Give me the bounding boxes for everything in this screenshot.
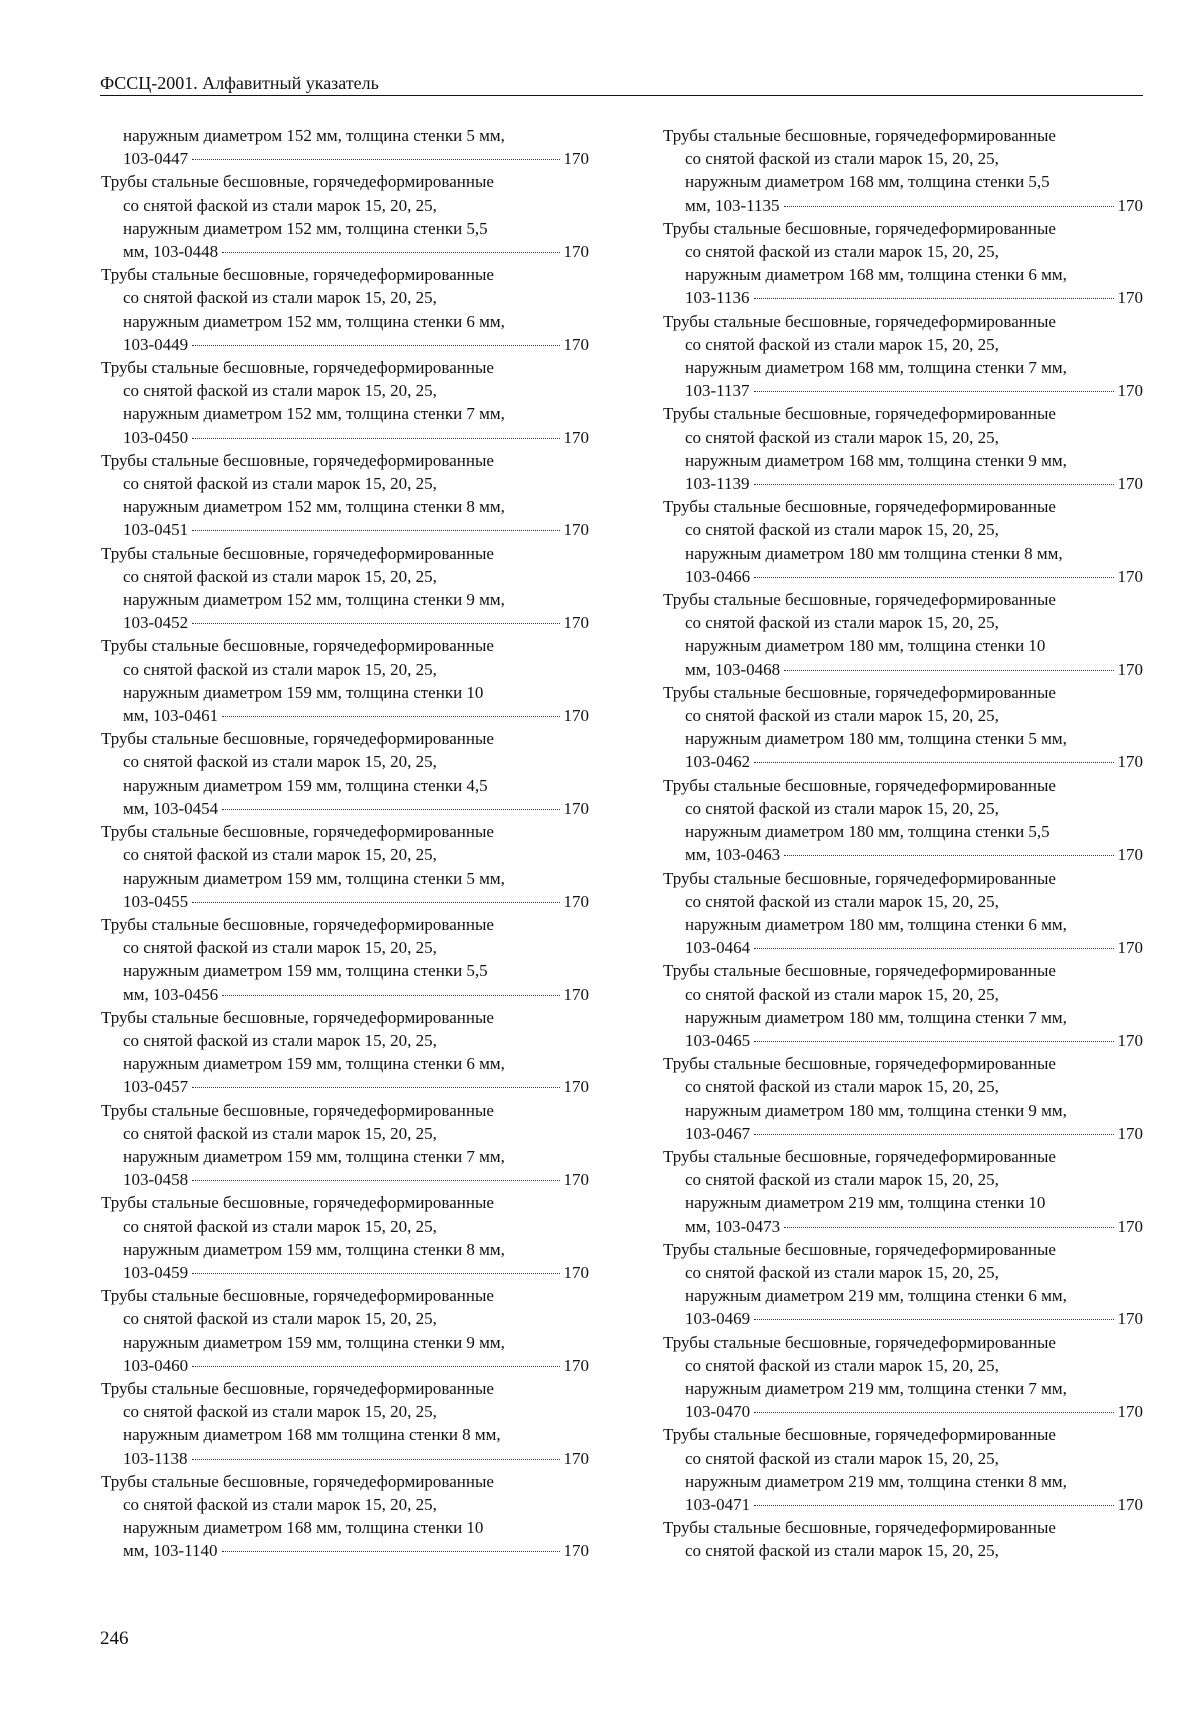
entry-code-line [101, 611, 589, 634]
entry-line: наружным диаметром 180 мм, толщина стенки 5 мм, [685, 729, 1067, 749]
entry-line: наружным диаметром 180 мм, толщина стенки 9 мм, [685, 1100, 1067, 1120]
entry-page-ref: 170 [1117, 752, 1143, 772]
entry-line: со снятой фаской из стали марок 15, 20, 25, [123, 566, 437, 586]
entry-line: наружным диаметром 152 мм, толщина стенки 6 мм, [123, 311, 505, 331]
entry-code: 103-0471 [685, 1494, 751, 1514]
dot-leader [192, 1087, 559, 1088]
entry-code-line [101, 426, 589, 449]
entry-title-line: Трубы стальные бесшовные, горячедеформированные [663, 682, 1056, 702]
entry-code: 103-0470 [685, 1402, 751, 1422]
entry-code: мм, 103-0454 [123, 798, 219, 818]
dot-leader [754, 298, 1114, 299]
entry-line: наружным диаметром 159 мм, толщина стенки 8 мм, [123, 1239, 505, 1259]
entry-code: 103-0465 [685, 1030, 751, 1050]
entry-code: 103-0458 [123, 1170, 189, 1190]
entry-line: наружным диаметром 159 мм, толщина стенки 6 мм, [123, 1054, 505, 1074]
entry-page-ref: 170 [563, 149, 589, 169]
dot-leader [784, 670, 1113, 671]
index-entry [663, 402, 1143, 495]
entry-code: 103-0467 [685, 1123, 751, 1143]
entry-code-line [663, 1307, 1143, 1330]
entry-page-ref: 170 [563, 706, 589, 726]
index-entry [101, 1099, 589, 1192]
index-entry [101, 727, 589, 820]
entry-page-ref: 170 [563, 520, 589, 540]
entry-title-line: Трубы стальные бесшовные, горячедеформированные [663, 311, 1056, 331]
entry-page-ref: 170 [563, 1077, 589, 1097]
entry-title-line: Трубы стальные бесшовные, горячедеформированные [101, 172, 494, 192]
entry-page-ref: 170 [1117, 1494, 1143, 1514]
entry-page-ref: 170 [563, 613, 589, 633]
entry-code: 103-1139 [685, 474, 750, 494]
entry-title-line: Трубы стальные бесшовные, горячедеформированные [663, 1518, 1056, 1538]
entry-line: наружным диаметром 219 мм, толщина стенки 8 мм, [685, 1471, 1067, 1491]
entry-title-line: Трубы стальные бесшовные, горячедеформированные [663, 1425, 1056, 1445]
index-entry [663, 1423, 1143, 1516]
entry-page-ref: 170 [1117, 566, 1143, 586]
entry-line: наружным диаметром 159 мм, толщина стенки 7 мм, [123, 1146, 505, 1166]
entry-line: со снятой фаской из стали марок 15, 20, 25, [685, 520, 999, 540]
entry-code: 103-0464 [685, 938, 751, 958]
entry-code: 103-0450 [123, 427, 189, 447]
entry-title-line: Трубы стальные бесшовные, горячедеформированные [101, 636, 494, 656]
entry-page-ref: 170 [563, 984, 589, 1004]
entry-title-line: Трубы стальные бесшовные, горячедеформированные [663, 961, 1056, 981]
dot-leader [754, 1319, 1113, 1320]
entry-line: наружным диаметром 159 мм, толщина стенки 5 мм, [123, 868, 505, 888]
entry-page-ref: 170 [1117, 1402, 1143, 1422]
dot-leader [754, 1412, 1113, 1413]
entry-title-line: Трубы стальные бесшовные, горячедеформированные [101, 1378, 494, 1398]
index-entry [101, 170, 589, 263]
entry-line: со снятой фаской из стали марок 15, 20, 25, [123, 1123, 437, 1143]
entry-title-line: Трубы стальные бесшовные, горячедеформированные [663, 126, 1056, 145]
dot-leader [754, 1134, 1113, 1135]
entry-line: наружным диаметром 152 мм, толщина стенки 5 мм, [123, 126, 505, 145]
entry-line: со снятой фаской из стали марок 15, 20, 25, [685, 1541, 999, 1561]
entry-code: 103-0447 [123, 149, 189, 169]
entry-code: 103-0455 [123, 891, 189, 911]
entry-line: со снятой фаской из стали марок 15, 20, 25, [123, 845, 437, 865]
dot-leader [222, 716, 559, 717]
entry-title-line: Трубы стальные бесшовные, горячедеформированные [101, 358, 494, 378]
dot-leader [192, 1366, 559, 1367]
page-number: 246 [100, 1628, 129, 1649]
entry-line: со снятой фаской из стали марок 15, 20, 25, [123, 659, 437, 679]
entry-page-ref: 170 [1117, 474, 1143, 494]
entry-line: наружным диаметром 168 мм толщина стенки 8 мм, [123, 1425, 501, 1445]
entry-code: мм, 103-0456 [123, 984, 219, 1004]
entry-line: со снятой фаской из стали марок 15, 20, 25, [123, 381, 437, 401]
entry-code: мм, 103-0463 [685, 845, 781, 865]
entry-code: 103-0466 [685, 566, 751, 586]
entry-code: 103-0469 [685, 1309, 751, 1329]
entry-code-line [663, 1215, 1143, 1238]
entry-title-line: Трубы стальные бесшовные, горячедеформированные [663, 1054, 1056, 1074]
dot-leader [192, 159, 559, 160]
entry-line: со снятой фаской из стали марок 15, 20, 25, [685, 242, 999, 262]
entry-code-line [101, 1168, 589, 1191]
entry-code: мм, 103-1135 [685, 195, 780, 215]
entry-code: мм, 103-0448 [123, 242, 219, 262]
entry-code: мм, 103-0473 [685, 1216, 781, 1236]
dot-leader [222, 809, 559, 810]
entry-title-line: Трубы стальные бесшовные, горячедеформированные [101, 1193, 494, 1213]
entry-line: наружным диаметром 168 мм, толщина стенки 6 мм, [685, 265, 1067, 285]
entry-code: мм, 103-1140 [123, 1541, 218, 1561]
entry-code-line [663, 565, 1143, 588]
dot-leader [784, 855, 1113, 856]
entry-code-line [101, 704, 589, 727]
entry-code: 103-0459 [123, 1262, 189, 1282]
dot-leader [754, 484, 1114, 485]
index-entry [663, 867, 1143, 960]
index-entry [663, 1145, 1143, 1238]
entry-code-line [663, 936, 1143, 959]
index-entry [101, 1377, 589, 1470]
index-entry [101, 1006, 589, 1099]
dot-leader [192, 1459, 560, 1460]
entry-code-line [101, 983, 589, 1006]
entry-title-line: Трубы стальные бесшовные, горячедеформированные [663, 497, 1056, 517]
index-entry [101, 449, 589, 542]
entry-title-line: Трубы стальные бесшовные, горячедеформированные [101, 1471, 494, 1491]
dot-leader [192, 902, 559, 903]
entry-page-ref: 170 [1117, 1030, 1143, 1050]
entry-line: наружным диаметром 180 мм, толщина стенки 5,5 [685, 822, 1050, 842]
entry-code: 103-0452 [123, 613, 189, 633]
entry-title-line: Трубы стальные бесшовные, горячедеформированные [663, 868, 1056, 888]
entry-line: со снятой фаской из стали марок 15, 20, 25, [123, 938, 437, 958]
entry-line: наружным диаметром 219 мм, толщина стенки 7 мм, [685, 1378, 1067, 1398]
dot-leader [222, 995, 559, 996]
entry-page-ref: 170 [563, 334, 589, 354]
dot-leader [192, 345, 559, 346]
entry-line: со снятой фаской из стали марок 15, 20, 25, [685, 1170, 999, 1190]
entry-line: наружным диаметром 168 мм, толщина стенки 10 [123, 1518, 484, 1538]
entry-line: со снятой фаской из стали марок 15, 20, 25, [685, 334, 999, 354]
entry-title-line: Трубы стальные бесшовные, горячедеформированные [663, 218, 1056, 238]
entry-code-line [101, 147, 589, 170]
entry-title-line: Трубы стальные бесшовные, горячедеформированные [663, 1332, 1056, 1352]
dot-leader [754, 391, 1114, 392]
entry-page-ref: 170 [1117, 938, 1143, 958]
index-entry [101, 124, 589, 170]
entry-code-line [101, 1539, 589, 1562]
entry-line: со снятой фаской из стали марок 15, 20, 25, [685, 891, 999, 911]
entry-code: 103-0449 [123, 334, 189, 354]
entry-line: со снятой фаской из стали марок 15, 20, 25, [685, 1077, 999, 1097]
entry-line: со снятой фаской из стали марок 15, 20, 25, [123, 474, 437, 494]
entry-line: со снятой фаской из стали марок 15, 20, 25, [123, 1309, 437, 1329]
entry-title-line: Трубы стальные бесшовные, горячедеформированные [663, 404, 1056, 424]
entry-line: со снятой фаской из стали марок 15, 20, 25, [123, 1030, 437, 1050]
entry-page-ref: 170 [1117, 659, 1143, 679]
index-column-left [101, 124, 589, 1563]
entry-page-ref: 170 [1117, 1309, 1143, 1329]
dot-leader [222, 252, 559, 253]
entry-code-line [101, 1261, 589, 1284]
entry-line: наружным диаметром 159 мм, толщина стенки 9 мм, [123, 1332, 505, 1352]
entry-page-ref: 170 [563, 427, 589, 447]
entry-title-line: Трубы стальные бесшовные, горячедеформированные [101, 543, 494, 563]
entry-line: наружным диаметром 168 мм, толщина стенки 7 мм, [685, 358, 1067, 378]
index-entry [663, 217, 1143, 310]
index-entry [663, 681, 1143, 774]
index-entry [663, 495, 1143, 588]
entry-line: со снятой фаской из стали марок 15, 20, 25, [123, 1494, 437, 1514]
entry-title-line: Трубы стальные бесшовные, горячедеформированные [101, 914, 494, 934]
entry-page-ref: 170 [1117, 845, 1143, 865]
entry-line: наружным диаметром 219 мм, толщина стенки 6 мм, [685, 1286, 1067, 1306]
dot-leader [192, 438, 559, 439]
entry-page-ref: 170 [563, 891, 589, 911]
index-entry [663, 1331, 1143, 1424]
entry-title-line: Трубы стальные бесшовные, горячедеформированные [101, 450, 494, 470]
dot-leader [754, 1505, 1113, 1506]
entry-page-ref: 170 [1117, 1123, 1143, 1143]
dot-leader [222, 1551, 560, 1552]
entry-code-line [101, 797, 589, 820]
entry-line: со снятой фаской из стали марок 15, 20, 25, [685, 798, 999, 818]
entry-code: 103-0457 [123, 1077, 189, 1097]
entry-page-ref: 170 [563, 798, 589, 818]
entry-code-line [663, 843, 1143, 866]
entry-title-line: Трубы стальные бесшовные, горячедеформированные [663, 775, 1056, 795]
entry-code-line [663, 472, 1143, 495]
entry-line: со снятой фаской из стали марок 15, 20, 25, [123, 1216, 437, 1236]
entry-code-line [663, 1400, 1143, 1423]
index-entry [101, 263, 589, 356]
index-entry [663, 588, 1143, 681]
index-entry [663, 310, 1143, 403]
entry-code-line [663, 379, 1143, 402]
entry-code: мм, 103-0468 [685, 659, 781, 679]
entry-page-ref: 170 [1117, 381, 1143, 401]
entry-code-line [101, 1354, 589, 1377]
index-entry [101, 356, 589, 449]
dot-leader [192, 1273, 559, 1274]
index-entry [101, 1284, 589, 1377]
entry-title-line: Трубы стальные бесшовные, горячедеформированные [663, 1239, 1056, 1259]
entry-title-line: Трубы стальные бесшовные, горячедеформированные [101, 1286, 494, 1306]
entry-code-line [663, 1029, 1143, 1052]
index-entry [663, 774, 1143, 867]
index-entry [663, 124, 1143, 217]
entry-line: наружным диаметром 152 мм, толщина стенки 9 мм, [123, 590, 505, 610]
entry-line: наружным диаметром 180 мм толщина стенки 8 мм, [685, 543, 1063, 563]
entry-page-ref: 170 [563, 1355, 589, 1375]
entry-line: наружным диаметром 168 мм, толщина стенки 9 мм, [685, 450, 1067, 470]
entry-page-ref: 170 [563, 1448, 589, 1468]
index-entry [101, 913, 589, 1006]
entry-line: наружным диаметром 180 мм, толщина стенки 10 [685, 636, 1046, 656]
entry-title-line: Трубы стальные бесшовные, горячедеформированные [101, 1100, 494, 1120]
entry-code-line [663, 1493, 1143, 1516]
entry-code-line [663, 194, 1143, 217]
entry-line: наружным диаметром 168 мм, толщина стенки 5,5 [685, 172, 1050, 192]
entry-line: наружным диаметром 159 мм, толщина стенки 10 [123, 682, 484, 702]
dot-leader [192, 623, 559, 624]
entry-line: со снятой фаской из стали марок 15, 20, 25, [685, 984, 999, 1004]
dot-leader [754, 577, 1113, 578]
entry-code: 103-1136 [685, 288, 750, 308]
entry-page-ref: 170 [563, 1541, 589, 1561]
dot-leader [784, 206, 1114, 207]
entry-line: со снятой фаской из стали марок 15, 20, 25, [123, 1402, 437, 1422]
entry-code: 103-0460 [123, 1355, 189, 1375]
index-entry [663, 959, 1143, 1052]
entry-line: наружным диаметром 152 мм, толщина стенки 5,5 [123, 218, 488, 238]
entry-line: со снятой фаской из стали марок 15, 20, 25, [685, 706, 999, 726]
entry-code: 103-1138 [123, 1448, 188, 1468]
index-column-right [663, 124, 1143, 1563]
entry-line: наружным диаметром 159 мм, толщина стенки 4,5 [123, 775, 488, 795]
entry-line: со снятой фаской из стали марок 15, 20, 25, [123, 288, 437, 308]
entry-line: со снятой фаской из стали марок 15, 20, 25, [685, 1448, 999, 1468]
entry-title-line: Трубы стальные бесшовные, горячедеформированные [101, 1007, 494, 1027]
header-rule [100, 95, 1143, 96]
entry-code-line [663, 286, 1143, 309]
index-entry [101, 1470, 589, 1563]
entry-line: наружным диаметром 152 мм, толщина стенки 7 мм, [123, 404, 505, 424]
entry-line: со снятой фаской из стали марок 15, 20, 25, [685, 1262, 999, 1282]
dot-leader [192, 1180, 559, 1181]
dot-leader [784, 1227, 1113, 1228]
entry-code: 103-0451 [123, 520, 189, 540]
entry-line: наружным диаметром 219 мм, толщина стенки 10 [685, 1193, 1046, 1213]
entry-line: наружным диаметром 180 мм, толщина стенки 7 мм, [685, 1007, 1067, 1027]
entry-title-line: Трубы стальные бесшовные, горячедеформированные [101, 822, 494, 842]
entry-code-line [663, 658, 1143, 681]
entry-code-line [101, 240, 589, 263]
index-entry [663, 1238, 1143, 1331]
entry-page-ref: 170 [1117, 1216, 1143, 1236]
index-entry [101, 820, 589, 913]
entry-page-ref: 170 [563, 1170, 589, 1190]
entry-code-line [663, 1122, 1143, 1145]
index-entry [663, 1516, 1143, 1562]
entry-page-ref: 170 [1117, 288, 1143, 308]
entry-code-line [101, 518, 589, 541]
index-entry [101, 542, 589, 635]
index-entry [663, 1052, 1143, 1145]
entry-title-line: Трубы стальные бесшовные, горячедеформированные [101, 729, 494, 749]
entry-line: со снятой фаской из стали марок 15, 20, 25, [123, 752, 437, 772]
entry-code: мм, 103-0461 [123, 706, 219, 726]
entry-code: 103-1137 [685, 381, 750, 401]
entry-line: со снятой фаской из стали марок 15, 20, 25, [685, 1355, 999, 1375]
index-entry [101, 1191, 589, 1284]
entry-line: наружным диаметром 180 мм, толщина стенки 6 мм, [685, 914, 1067, 934]
dot-leader [754, 762, 1113, 763]
entry-line: со снятой фаской из стали марок 15, 20, 25, [685, 149, 999, 169]
entry-line: со снятой фаской из стали марок 15, 20, 25, [685, 427, 999, 447]
entry-code-line [101, 890, 589, 913]
dot-leader [754, 948, 1113, 949]
entry-title-line: Трубы стальные бесшовные, горячедеформированные [101, 265, 494, 285]
entry-page-ref: 170 [563, 1262, 589, 1282]
dot-leader [192, 530, 559, 531]
entry-page-ref: 170 [1117, 195, 1143, 215]
entry-code-line [101, 1075, 589, 1098]
entry-line: наружным диаметром 152 мм, толщина стенки 8 мм, [123, 497, 505, 517]
entry-code: 103-0462 [685, 752, 751, 772]
page-header-title: ФССЦ-2001. Алфавитный указатель [100, 73, 379, 93]
entry-line: со снятой фаской из стали марок 15, 20, 25, [123, 195, 437, 215]
entry-title-line: Трубы стальные бесшовные, горячедеформированные [663, 590, 1056, 610]
entry-line: со снятой фаской из стали марок 15, 20, 25, [685, 613, 999, 633]
dot-leader [754, 1041, 1113, 1042]
entry-code-line [663, 750, 1143, 773]
entry-page-ref: 170 [563, 242, 589, 262]
index-entry [101, 634, 589, 727]
entry-line: наружным диаметром 159 мм, толщина стенки 5,5 [123, 961, 488, 981]
entry-code-line [101, 333, 589, 356]
entry-code-line [101, 1447, 589, 1470]
entry-title-line: Трубы стальные бесшовные, горячедеформированные [663, 1146, 1056, 1166]
